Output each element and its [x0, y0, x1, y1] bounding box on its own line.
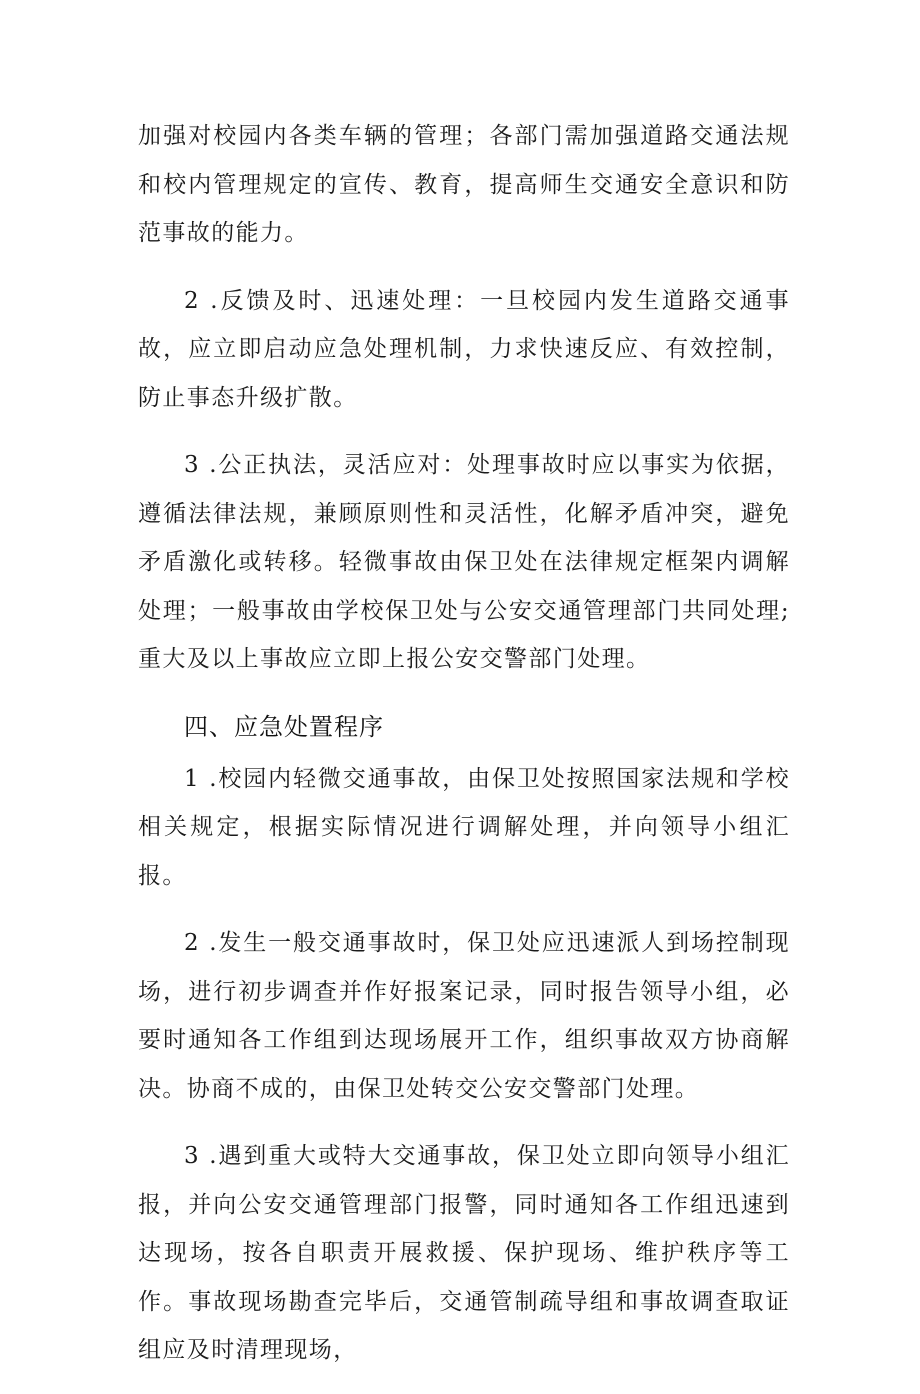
paragraph-procedure-2-general: 2 .发生一般交通事故时，保卫处应迅速派人到场控制现场，进行初步调查并作好报案记录，同时报告领导小组，必要时通知各工作组到达现场展开工作，组织事故双方协商解决。协商不成的，由保卫处转交公安交警部门处理。 [138, 930, 790, 1102]
paragraph-item-3-enforcement: 3 .公正执法，灵活应对：处理事故时应以事实为依据，遵循法律法规，兼顾原则性和灵活性，化解矛盾冲突，避免矛盾激化或转移。轻微事故由保卫处在法律规定框架内调解处理；一般事故由学校保卫处与公安交通管理部门共同处理;重大及以上事故应立即上报公安交警部门处理。 [138, 452, 790, 672]
document-page [138, 112, 790, 1394]
paragraph-procedure-3-major: 3 .遇到重大或特大交通事故，保卫处立即向领导小组汇报，并向公安交通管理部门报警，同时通知各工作组迅速到达现场，按各自职责开展救援、保护现场、维护秩序等工作。事故现场勘查完毕后，交通管制疏导组和事故调查取证组应及时清理现场， [138, 1143, 790, 1363]
paragraph-vehicle-management: 加强对校园内各类车辆的管理；各部门需加强道路交通法规和校内管理规定的宣传、教育，提高师生交通安全意识和防范事故的能力。 [138, 123, 790, 246]
paragraph-procedure-1-minor: 1 .校园内轻微交通事故，由保卫处按照国家法规和学校相关规定，根据实际情况进行调解处理，并向领导小组汇报。 [138, 765, 790, 889]
paragraph-item-2-response: 2 .反馈及时、迅速处理：一旦校园内发生道路交通事故，应立即启动应急处理机制，力求快速反应、有效控制，防止事态升级扩散。 [138, 287, 790, 411]
section-heading-emergency-procedure: 四、应急处置程序 [184, 712, 384, 741]
